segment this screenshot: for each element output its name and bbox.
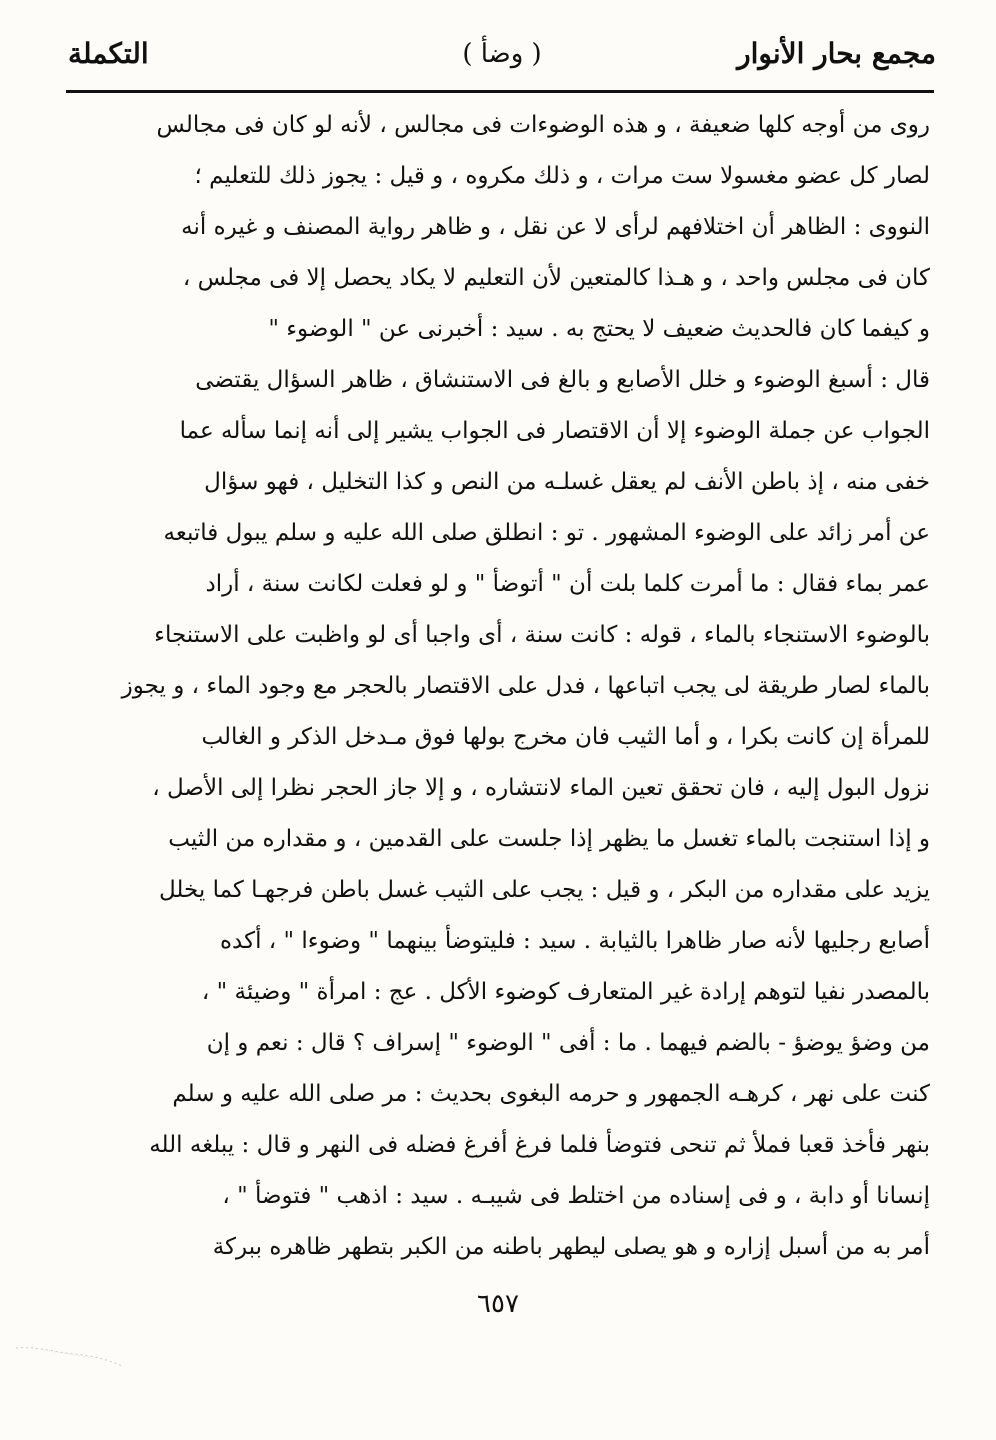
scan-smudge bbox=[14, 1340, 124, 1370]
text-line: كنت على نهر ، كرهـه الجمهور و حرمه البغوى بحديث : مر صلى الله عليه و سلم bbox=[172, 1081, 930, 1107]
text-line: النووى : الظاهر أن اختلافهم لرأى لا عن نقل ، و ظاهر رواية المصنف و غيره أنه bbox=[181, 214, 930, 240]
text-line: بنهر فأخذ قعبا فملأ ثم تنحى فتوضأ فلما فرغ أفرغ فضله فى النهر و قال : يبلغه الله bbox=[149, 1132, 930, 1158]
text-line: أمر به من أسبل إزاره و هو يصلى ليطهر باطنه من الكبر بتطهر ظاهره ببركة bbox=[212, 1234, 930, 1260]
text-line: بالوضوء الاستنجاء بالماء ، قوله : كانت سنة ، أى واجبا أى لو واظبت على الاستنجاء bbox=[154, 622, 930, 648]
text-line: لصار كل عضو مغسولا ست مرات ، و ذلك مكروه ، و قيل : يجوز ذلك للتعليم ؛ bbox=[194, 163, 930, 189]
text-line: عن أمر زائد على الوضوء المشهور . تو : انطلق صلى الله عليه و سلم يبول فاتبعه bbox=[163, 520, 930, 546]
text-line: روى من أوجه كلها ضعيفة ، و هذه الوضوءات فى مجالس ، لأنه لو كان فى مجالس bbox=[156, 112, 930, 138]
text-line: عمر بماء فقال : ما أمرت كلما بلت أن " أتوضأ " و لو فعلت لكانت سنة ، أراد bbox=[205, 571, 930, 597]
page-number: ٦٥٧ bbox=[477, 1289, 519, 1319]
text-line: للمرأة إن كانت بكرا ، و أما الثيب فان مخرج بولها فوق مـدخل الذكر و الغالب bbox=[201, 724, 930, 750]
text-line: من وضؤ يوضؤ - بالضم فيهما . ما : أفى " الوضوء " إسراف ؟ قال : نعم و إن bbox=[206, 1030, 930, 1056]
text-line: و كيفما كان فالحديث ضعيف لا يحتج به . سيد : أخبرنى عن " الوضوء " bbox=[268, 316, 930, 342]
section-title: التكملة bbox=[68, 37, 149, 70]
text-line: كان فى مجلس واحد ، و هـذا كالمتعين لأن التعليم لا يكاد يحصل إلا فى مجلس ، bbox=[182, 265, 930, 291]
running-header bbox=[68, 26, 936, 80]
text-line: يزيد على مقداره من البكر ، و قيل : يجب على الثيب غسل باطن فرجهـا كما يخلل bbox=[159, 877, 930, 903]
entry-root: ( وضأ ) bbox=[462, 39, 542, 69]
text-line: قال : أسبغ الوضوء و خلل الأصابع و بالغ فى الاستنشاق ، ظاهر السؤال يقتضى bbox=[195, 367, 930, 393]
text-line: إنسانا أو دابة ، و فى إسناده من اختلط فى شيبـه . سيد : اذهب " فتوضأ " ، bbox=[222, 1183, 930, 1209]
book-title: مجمع بحار الأنوار bbox=[737, 37, 936, 70]
main-text bbox=[78, 100, 930, 1273]
text-line: الجواب عن جملة الوضوء إلا أن الاقتصار فى الجواب يشير إلى أنه إنما سأله عما bbox=[179, 418, 930, 444]
text-line: و إذا استنجت بالماء تغسل ما يظهر إذا جلست على القدمين ، و مقداره من الثيب bbox=[168, 826, 930, 852]
text-line: بالمصدر نفيا لتوهم إرادة غير المتعارف كوضوء الأكل . عج : امرأة " وضيئة " ، bbox=[201, 979, 930, 1005]
text-line: أصابع رجليها لأنه صار ظاهرا بالثيابة . سيد : فليتوضأ بينهما " وضوءا " ، أكده bbox=[220, 928, 930, 954]
text-line: خفى منه ، إذ باطن الأنف لم يعقل غسلـه من النص و كذا التخليل ، فهو سؤال bbox=[204, 469, 930, 495]
text-line: نزول البول إليه ، فان تحقق تعين الماء لانتشاره ، و إلا جاز الحجر نظرا إلى الأصل ، bbox=[152, 775, 930, 801]
text-line: بالماء لصار طريقة لى يجب اتباعها ، فدل على الاقتصار بالحجر مع وجود الماء ، و يجوز bbox=[121, 673, 930, 699]
header-rule bbox=[66, 90, 934, 93]
